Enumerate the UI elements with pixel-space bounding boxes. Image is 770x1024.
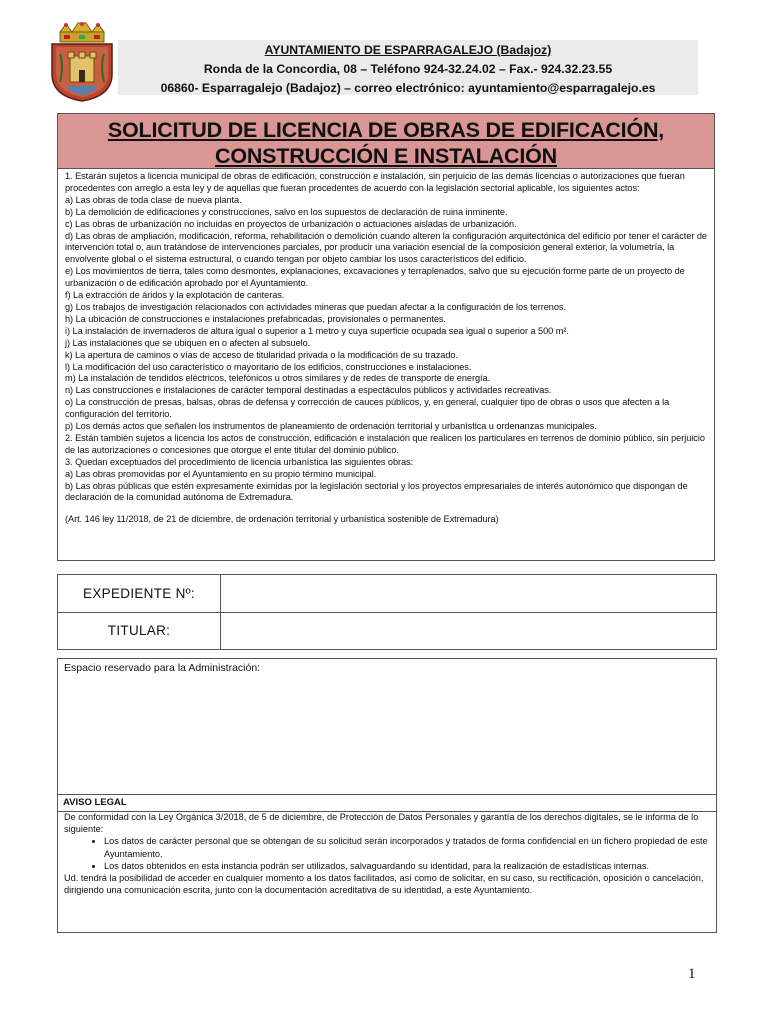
administration-reserved-label: Espacio reservado para la Administración: <box>64 662 261 674</box>
legal-bullets <box>64 835 710 872</box>
regulation-paragraph: a) Las obras de toda clase de nueva planta. <box>65 194 242 205</box>
regulation-paragraph: k) La apertura de caminos o vías de acceso de titularidad privada o la modificación de su trazado. <box>65 349 458 360</box>
regulation-paragraph: e) Los movimientos de tierra, tales como desmontes, explanaciones, excavaciones y terraplenados, salvo que su ejecución forme parte de un proyecto de urbanización o de edificación aprobado por el Ayuntamiento. <box>65 266 685 289</box>
regulation-paragraph: 1. Estarán sujetos a licencia municipal de obras de edificación, construcción e instalación, sin perjuicio de las demás licencias o autorizaciones que fueran procedentes con arreglo a esta ley y de aquellas que fueran procedentes de acuerdo con la legislación sectorial aplicable, los siguientes actos: <box>65 171 685 193</box>
title-line-1: SOLICITUD DE LICENCIA DE OBRAS DE EDIFICACIÓN, <box>107 118 665 142</box>
regulation-paragraph: 2. Están también sujetos a licencia los actos de construcción, edificación e instalación que realicen los particulares en terrenos de dominio público, sin perjuicio de las autorizaciones o concesiones que otorgue el ente titular del dominio público. <box>65 432 705 455</box>
file-data-table <box>57 574 717 650</box>
titular-field[interactable] <box>221 612 717 650</box>
regulation-paragraph: a) Las obras promovidas por el Ayuntamiento en su propio término municipal. <box>65 468 377 479</box>
regulation-paragraph: b) La demolición de edificaciones y construcciones, salvo en los supuestos de declaración de ruina inminente. <box>65 206 508 217</box>
municipality-header <box>118 40 698 95</box>
legal-closing: Ud. tendrá la posibilidad de acceder en cualquier momento a los datos facilitados, así como de solicitar, en su caso, su rectificación, oposición o cancelación, dirigiendo una comunicación escrita, junto con la documentación acreditativa de su identidad, a este Ayuntamiento. <box>64 873 704 896</box>
municipality-name: AYUNTAMIENTO DE ESPARRAGALEJO (Badajoz) <box>264 43 552 57</box>
page-number: 1 <box>688 966 696 982</box>
regulation-paragraph: j) Las instalaciones que se ubiquen en o afecten al subsuelo. <box>65 337 311 348</box>
regulation-paragraph: m) La instalación de tendidos eléctricos, telefónicos u otros similares y de redes de transporte de energía. <box>65 373 491 384</box>
regulation-paragraph: g) Los trabajos de investigación relacionados con actividades mineras que puedan afectar a la configuración de los terrenos. <box>65 301 566 312</box>
regulation-paragraph: d) Las obras de ampliación, modificación, reforma, rehabilitación o demolición cuando alteren la configuración arquitectónica del edificio por tener el carácter de intervención total o, aun tratándose de intervenciones parciales, por producir una variación esencial de la composición general exterior, la volumetría, la envolvente global o el sistema estructural, o cuando tengan por objeto cambiar los usos característicos del edificio. <box>65 230 707 265</box>
expediente-label: EXPEDIENTE Nº: <box>58 575 221 613</box>
legal-intro: De conformidad con la Ley Orgánica 3/2018, de 5 de diciembre, de Protección de Datos Personales y garantía de los derechos digitales, se le informa de lo siguiente: <box>64 812 699 835</box>
regulation-paragraph: b) Las obras públicas que estén expresamente eximidas por la legislación sectorial y los proyectos empresariales de interés autonómico que dispongan de declaración de la comunidad autónoma de Extremadura. <box>65 480 688 503</box>
title-line-2: CONSTRUCCIÓN E INSTALACIÓN <box>215 144 557 168</box>
municipality-contact: 06860- Esparragalejo (Badajoz) – correo electrónico: ayuntamiento@esparragalejo.es <box>160 81 656 95</box>
regulation-paragraph: l) La modificación del uso característico o mayoritario de los edificios, construcciones e instalaciones. <box>65 361 472 372</box>
regulation-paragraph: h) La ubicación de construcciones e instalaciones prefabricadas, provisionales o permanentes. <box>65 313 446 324</box>
legal-bullet: • Los datos obtenidos en esta instancia podrán ser utilizados, salvaguardando su identidad, para la realización de estadísticas internas. <box>104 860 710 872</box>
regulation-paragraph: i) La instalación de invernaderos de altura igual o superior a 1 metro y cuya superficie ocupada sea igual o superior a 500 m². <box>65 325 569 336</box>
regulation-paragraph: p) Los demás actos que señalen los instrumentos de planeamiento de ordenación territorial y urbanística u ordenanzas municipales. <box>65 421 597 432</box>
municipality-address: Ronda de la Concordia, 08 – Teléfono 924-32.24.02 – Fax.- 924.32.23.55 <box>203 62 613 76</box>
regulation-paragraph: o) La construcción de presas, balsas, obras de defensa y corrección de cauces públicos, y, en general, cualquier tipo de obras o usos que afecten a la configuración del territorio. <box>65 397 670 420</box>
regulation-paragraph: c) Las obras de urbanización no incluidas en proyectos de urbanización o actuaciones aisladas de urbanización. <box>65 218 517 229</box>
regulation-text <box>58 169 714 526</box>
expediente-field[interactable] <box>221 575 717 613</box>
titular-label: TITULAR: <box>58 612 221 650</box>
regulation-paragraph: n) Las construcciones e instalaciones de carácter temporal destinadas a espectáculos públicos y actividades recreativas. <box>65 385 552 396</box>
legal-notice-text <box>58 811 716 896</box>
legal-reference: (Art. 146 ley 11/2018, de 21 de diciembre, de ordenación territorial y urbanística sostenible de Extremadura) <box>65 514 499 525</box>
regulation-paragraph: 3. Quedan exceptuados del procedimiento de licencia urbanística las siguientes obras: <box>65 456 414 467</box>
regulation-paragraph: f) La extracción de áridos y la explotación de canteras. <box>65 290 285 301</box>
legal-bullet: • Los datos de carácter personal que se obtengan de su solicitud serán incorporados y tratados de forma confidencial en un fichero propiedad de este Ayuntamiento. <box>104 835 710 859</box>
legal-notice-heading: AVISO LEGAL <box>58 794 716 812</box>
document-title <box>58 114 714 169</box>
license-information-box <box>57 113 715 561</box>
municipal-coat-of-arms <box>46 22 118 102</box>
administration-box <box>57 658 717 933</box>
